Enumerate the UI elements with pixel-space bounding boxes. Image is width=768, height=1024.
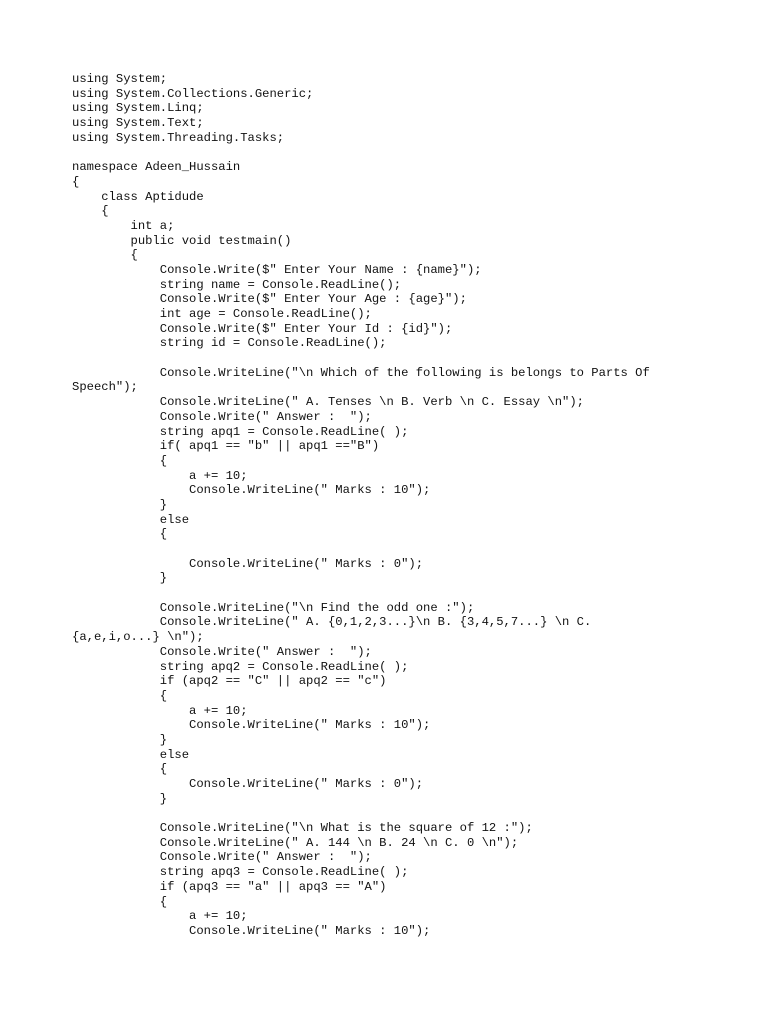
code-line bbox=[72, 145, 692, 160]
code-line: Console.WriteLine(" Marks : 10"); bbox=[72, 718, 431, 733]
code-line: Speech"); bbox=[72, 380, 138, 395]
code-line: { bbox=[72, 453, 168, 468]
code-line: { bbox=[72, 248, 138, 263]
code-line: { bbox=[72, 688, 168, 703]
code-line: using System.Linq; bbox=[72, 101, 204, 116]
code-line: Console.Write(" Answer : "); bbox=[72, 850, 372, 865]
code-line: } bbox=[72, 791, 168, 806]
code-line: } bbox=[72, 497, 168, 512]
code-line: } bbox=[72, 571, 168, 586]
code-line: Console.Write(" Answer : "); bbox=[72, 409, 372, 424]
code-line: public void testmain() bbox=[72, 233, 292, 248]
code-line: a += 10; bbox=[72, 909, 248, 924]
code-line: using System.Threading.Tasks; bbox=[72, 130, 285, 145]
code-line: namespace Adeen_Hussain bbox=[72, 160, 241, 175]
code-line: string apq3 = Console.ReadLine( ); bbox=[72, 865, 409, 880]
code-line: Console.WriteLine(" A. Tenses \n B. Verb \n C. Essay \n"); bbox=[72, 395, 584, 410]
code-line: else bbox=[72, 747, 190, 762]
code-line: Console.Write(" Answer : "); bbox=[72, 644, 372, 659]
code-line: {a,e,i,o...} \n"); bbox=[72, 630, 204, 645]
code-line: Console.WriteLine(" Marks : 0"); bbox=[72, 777, 424, 791]
code-line: a += 10; bbox=[72, 468, 248, 483]
code-line: else bbox=[72, 512, 190, 527]
code-line: Console.WriteLine(" Marks : 10"); bbox=[72, 923, 431, 938]
code-line: Console.WriteLine("\n What is the square of 12 :"); bbox=[72, 821, 533, 836]
code-line: string apq1 = Console.ReadLine( ); bbox=[72, 424, 409, 439]
code-line: } bbox=[72, 732, 168, 747]
code-line bbox=[72, 586, 692, 601]
code-line: Console.WriteLine("\n Find the odd one :"); bbox=[72, 600, 475, 615]
code-line: Console.WriteLine(" Marks : 10"); bbox=[72, 483, 431, 498]
code-line: if( apq1 == "b" || apq1 =="B") bbox=[72, 439, 380, 454]
code-line: Console.WriteLine(" A. 144 \n B. 24 \n C. 0 \n"); bbox=[72, 835, 519, 850]
code-line: using System.Collections.Generic; bbox=[72, 86, 314, 101]
code-line: Console.WriteLine("\n Which of the following is belongs to Parts Of bbox=[72, 365, 650, 380]
code-line: { bbox=[72, 527, 168, 542]
code-line bbox=[72, 542, 692, 557]
code-line: Console.WriteLine(" A. {0,1,2,3...}\n B. {3,4,5,7...} \n C. bbox=[72, 615, 592, 630]
code-line: int age = Console.ReadLine(); bbox=[72, 307, 372, 321]
code-line: string apq2 = Console.ReadLine( ); bbox=[72, 659, 409, 674]
code-line: a += 10; bbox=[72, 703, 248, 718]
code-line: using System.Text; bbox=[72, 116, 204, 131]
code-line: if (apq3 == "a" || apq3 == "A") bbox=[72, 879, 387, 894]
code-line: { bbox=[72, 174, 80, 189]
code-line: if (apq2 == "C" || apq2 == "c") bbox=[72, 674, 387, 689]
code-line bbox=[72, 806, 692, 821]
code-line: Console.Write($" Enter Your Age : {age}"); bbox=[72, 292, 467, 307]
code-line bbox=[72, 351, 692, 366]
code-line: string name = Console.ReadLine(); bbox=[72, 277, 402, 292]
code-line: string id = Console.ReadLine(); bbox=[72, 336, 387, 351]
code-line: { bbox=[72, 204, 109, 219]
code-line: Console.WriteLine(" Marks : 0"); bbox=[72, 556, 424, 571]
code-line: { bbox=[72, 894, 168, 909]
code-line: Console.Write($" Enter Your Id : {id}"); bbox=[72, 321, 453, 336]
code-line: using System; bbox=[72, 72, 168, 86]
code-line: class Aptidude bbox=[72, 189, 204, 204]
code-line: int a; bbox=[72, 218, 175, 233]
code-line: Console.Write($" Enter Your Name : {name}"); bbox=[72, 262, 482, 277]
code-listing bbox=[72, 72, 692, 939]
code-line: { bbox=[72, 762, 168, 777]
